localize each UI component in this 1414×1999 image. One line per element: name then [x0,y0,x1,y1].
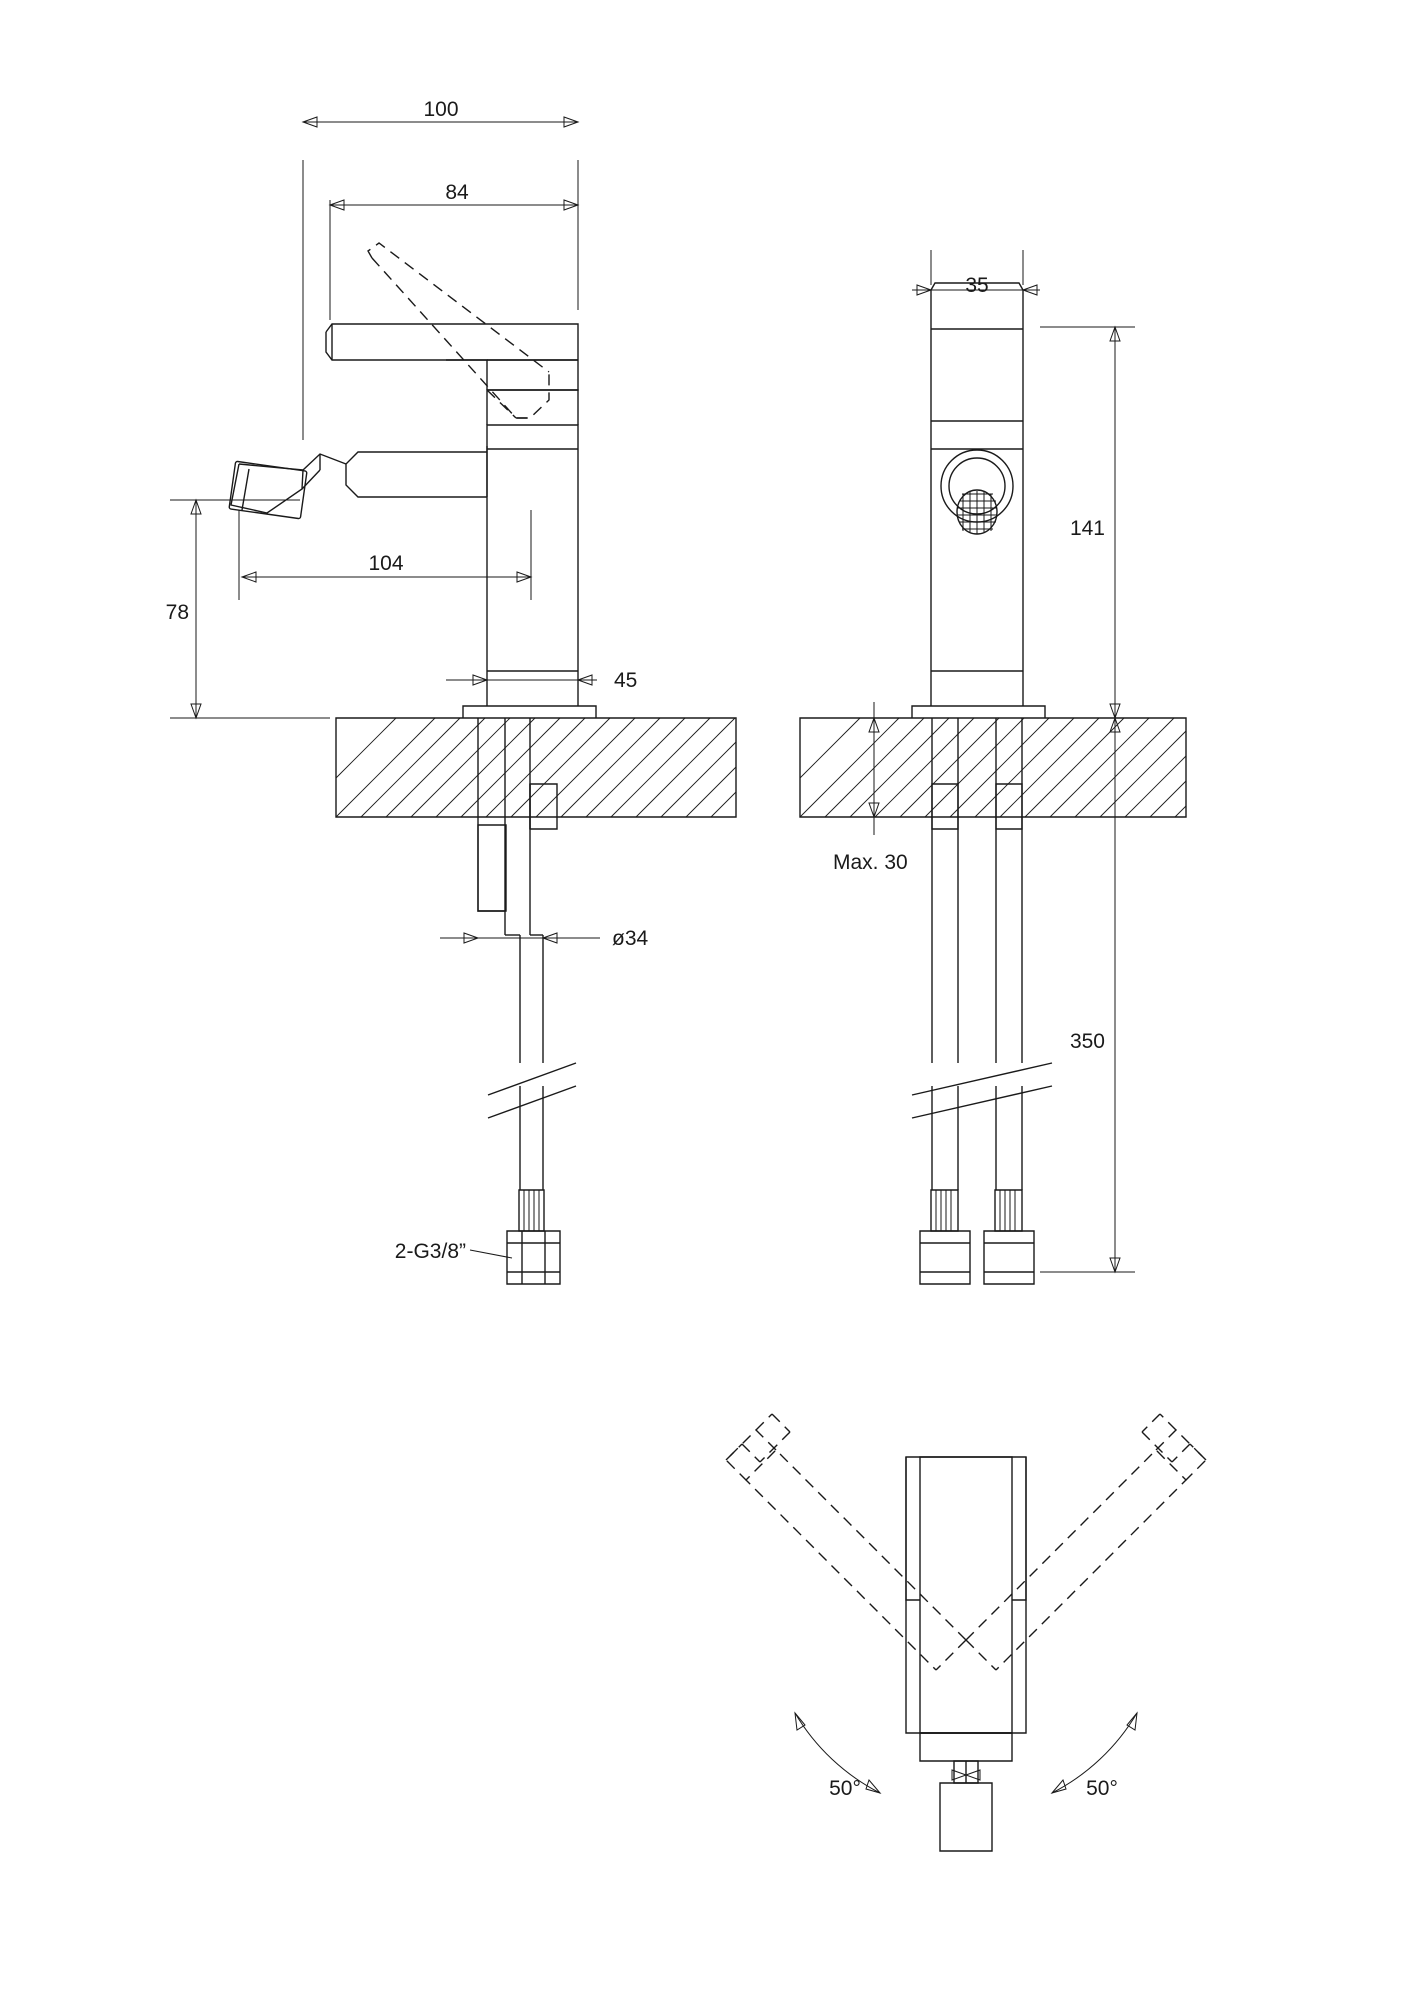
front-deck-section [336,718,736,817]
dim-top-width [912,250,1040,297]
dim-spout-height [166,500,330,718]
side-view [800,250,1186,1284]
callout-hose-thread [395,1240,512,1263]
dim-hose-length [1040,718,1135,1272]
front-spray-head [229,454,346,519]
dim-max-deck-thickness [833,702,908,874]
dim-label-base-diameter: ø34 [612,927,649,950]
dim-label-spout-reach: 104 [368,552,404,575]
dim-body-width [446,669,637,692]
dim-total-height [1040,327,1135,718]
dim-label-swivel-right: 50° [1086,1777,1118,1800]
dim-label-body-width: 45 [614,669,638,692]
front-view [166,98,736,1284]
dim-label-max-deck-thickness: Max. 30 [833,851,908,874]
callout-label-hose-thread: 2-G3/8” [394,1240,466,1263]
top-angle-arcs [795,1713,1137,1800]
front-below-deck [478,718,576,1284]
side-faucet-body [912,283,1045,718]
dim-label-handle-width: 84 [445,181,469,204]
dim-label-spout-height: 78 [165,601,189,624]
dim-overall-width [303,98,578,440]
side-below-deck [912,718,1052,1284]
dim-base-diameter [440,927,649,950]
side-deck-section [800,718,1186,817]
dim-label-total-height: 141 [1069,517,1105,540]
dim-label-swivel-left: 50° [829,1777,861,1800]
dim-label-hose-length: 350 [1069,1030,1105,1053]
top-body [906,1457,1026,1851]
dim-label-overall-width: 100 [423,98,459,121]
top-swivel-outlines [726,1414,1206,1670]
front-faucet-body [326,243,596,718]
dim-label-top-width: 35 [965,274,989,297]
top-view [726,1414,1206,1851]
